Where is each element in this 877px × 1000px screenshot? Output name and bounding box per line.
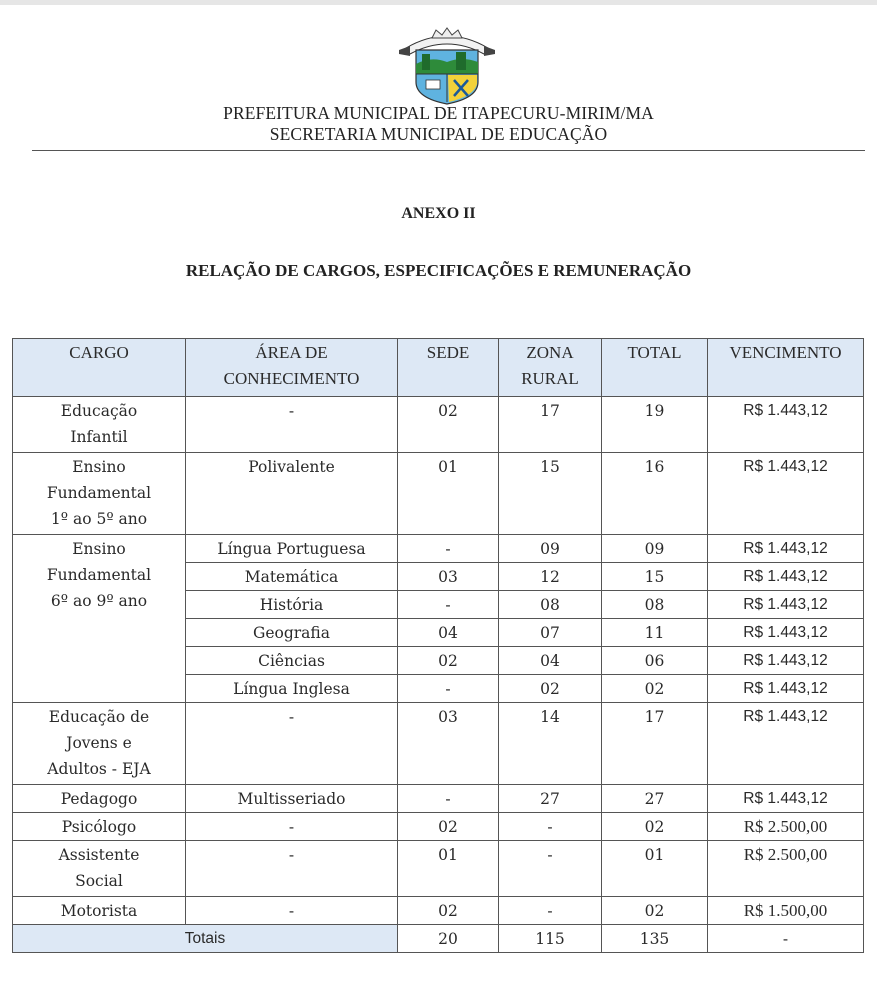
area-cell: Polivalente	[186, 453, 398, 535]
sede-cell: 03	[398, 703, 499, 785]
sede-cell: 03	[398, 563, 499, 591]
area-cell: -	[186, 397, 398, 453]
vencimento-cell: R$ 1.443,12	[708, 535, 864, 563]
zona-cell: 07	[499, 619, 602, 647]
total-cell: 15	[602, 563, 708, 591]
total-cell: 27	[602, 785, 708, 813]
header-secretaria: SECRETARIA MUNICIPAL DE EDUCAÇÃO	[269, 124, 608, 144]
area-cell: Geografia	[186, 619, 398, 647]
sede-cell: 02	[398, 397, 499, 453]
total-cell: 16	[602, 453, 708, 535]
table-row	[13, 453, 864, 535]
vencimento-cell: R$ 1.443,12	[708, 619, 864, 647]
area-cell: -	[186, 841, 398, 897]
area-cell: História	[186, 591, 398, 619]
table-header-row	[13, 339, 864, 397]
coat-of-arms-logo	[396, 26, 498, 106]
totals-label: Totais	[13, 925, 398, 953]
zona-cell: 15	[499, 453, 602, 535]
col-area: ÁREA DE CONHECIMENTO	[186, 339, 398, 397]
table-row	[13, 841, 864, 897]
table-row	[13, 897, 864, 925]
vencimento-cell: R$ 1.443,12	[708, 563, 864, 591]
vencimento-cell: R$ 1.443,12	[708, 453, 864, 535]
total-cell: 08	[602, 591, 708, 619]
total-cell: 06	[602, 647, 708, 675]
sede-cell: 01	[398, 453, 499, 535]
table-row	[13, 813, 864, 841]
sede-cell: -	[398, 785, 499, 813]
vencimento-cell: R$ 1.443,12	[708, 591, 864, 619]
zona-cell: -	[499, 897, 602, 925]
sede-cell: 02	[398, 813, 499, 841]
col-zona-rural: ZONA RURAL	[499, 339, 602, 397]
col-cargo: CARGO	[13, 339, 186, 397]
header-divider	[32, 150, 865, 151]
totals-vencimento: -	[708, 925, 864, 953]
area-cell: Multisseriado	[186, 785, 398, 813]
total-cell: 02	[602, 675, 708, 703]
cargo-cell: Psicólogo	[13, 813, 186, 841]
col-total: TOTAL	[602, 339, 708, 397]
total-cell: 19	[602, 397, 708, 453]
vencimento-cell: R$ 1.443,12	[708, 785, 864, 813]
cargo-cell: Ensino Fundamental 1º ao 5º ano	[13, 453, 186, 535]
totals-total: 135	[602, 925, 708, 953]
zona-cell: 04	[499, 647, 602, 675]
zona-cell: 02	[499, 675, 602, 703]
vencimento-cell: R$ 1.443,12	[708, 397, 864, 453]
sede-cell: 01	[398, 841, 499, 897]
cargo-cell: Motorista	[13, 897, 186, 925]
sede-cell: -	[398, 591, 499, 619]
header-prefeitura: PREFEITURA MUNICIPAL DE ITAPECURU-MIRIM/MA	[223, 103, 654, 123]
total-cell: 09	[602, 535, 708, 563]
positions-table	[12, 338, 864, 953]
vencimento-cell: R$ 2.500,00	[708, 841, 864, 897]
vencimento-cell: R$ 2.500,00	[708, 813, 864, 841]
vencimento-cell: R$ 1.443,12	[708, 647, 864, 675]
viewer-top-bar	[0, 0, 877, 5]
zona-cell: 27	[499, 785, 602, 813]
vencimento-cell: R$ 1.500,00	[708, 897, 864, 925]
zona-cell: 12	[499, 563, 602, 591]
zona-cell: -	[499, 841, 602, 897]
table-row	[13, 397, 864, 453]
cargo-cell: Pedagogo	[13, 785, 186, 813]
totals-row	[13, 925, 864, 953]
total-cell: 02	[602, 897, 708, 925]
total-cell: 02	[602, 813, 708, 841]
area-cell: -	[186, 703, 398, 785]
vencimento-cell: R$ 1.443,12	[708, 703, 864, 785]
zona-cell: 17	[499, 397, 602, 453]
area-cell: Língua Portuguesa	[186, 535, 398, 563]
area-cell: Ciências	[186, 647, 398, 675]
area-cell: Matemática	[186, 563, 398, 591]
zona-cell: 14	[499, 703, 602, 785]
zona-cell: 08	[499, 591, 602, 619]
totals-zona: 115	[499, 925, 602, 953]
table-row	[13, 703, 864, 785]
table-row	[13, 785, 864, 813]
table-row	[13, 535, 864, 563]
sede-cell: 04	[398, 619, 499, 647]
totals-sede: 20	[398, 925, 499, 953]
document-subtitle: RELAÇÃO DE CARGOS, ESPECIFICAÇÕES E REMUNERAÇÃO	[185, 261, 692, 280]
total-cell: 01	[602, 841, 708, 897]
sede-cell: 02	[398, 897, 499, 925]
area-cell: -	[186, 813, 398, 841]
sede-cell: 02	[398, 647, 499, 675]
area-cell: -	[186, 897, 398, 925]
total-cell: 11	[602, 619, 708, 647]
annex-title: ANEXO II	[401, 205, 476, 222]
sede-cell: -	[398, 675, 499, 703]
area-cell: Língua Inglesa	[186, 675, 398, 703]
col-sede: SEDE	[398, 339, 499, 397]
cargo-cell: Educação de Jovens e Adultos - EJA	[13, 703, 186, 785]
zona-cell: 09	[499, 535, 602, 563]
cargo-cell: Ensino Fundamental 6º ao 9º ano	[13, 535, 186, 703]
total-cell: 17	[602, 703, 708, 785]
cargo-cell: Educação Infantil	[13, 397, 186, 453]
vencimento-cell: R$ 1.443,12	[708, 675, 864, 703]
sede-cell: -	[398, 535, 499, 563]
cargo-cell: Assistente Social	[13, 841, 186, 897]
zona-cell: -	[499, 813, 602, 841]
col-vencimento: VENCIMENTO	[708, 339, 864, 397]
